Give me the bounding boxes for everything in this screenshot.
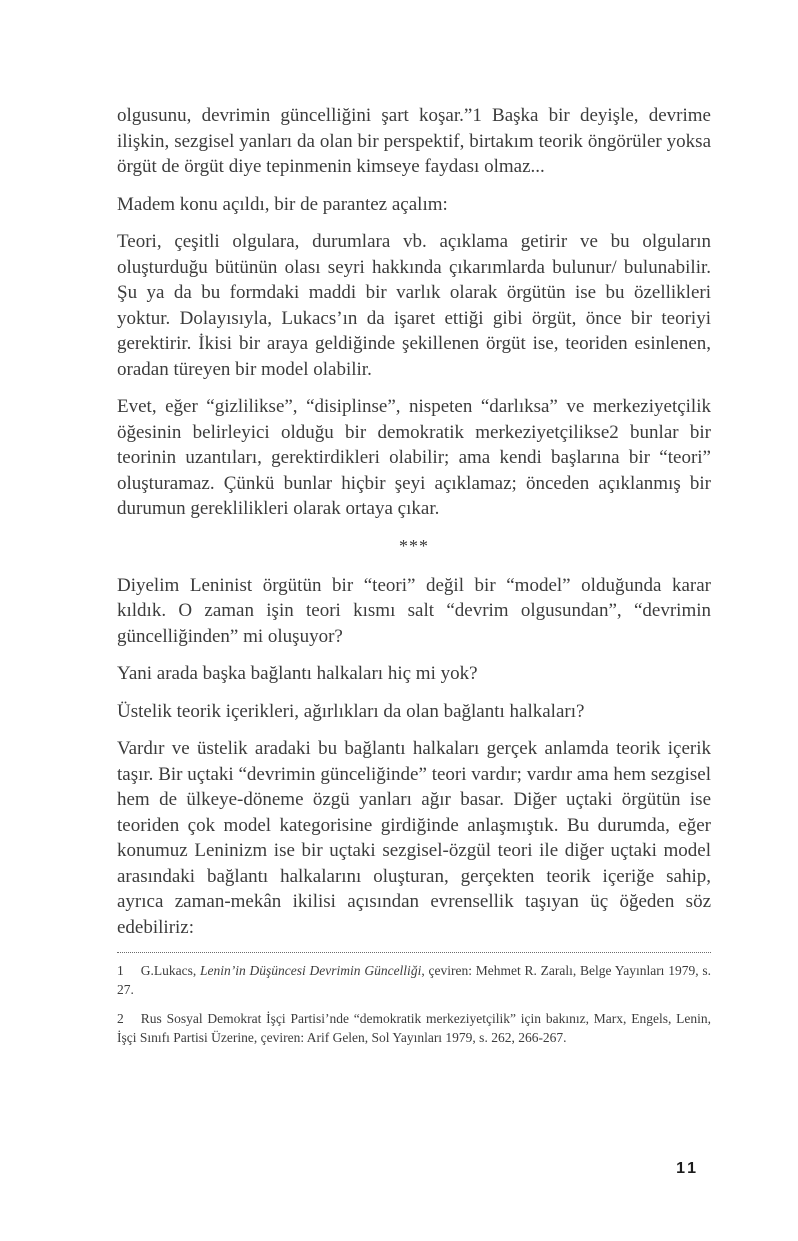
paragraph-8: Vardır ve üstelik aradaki bu bağlantı halkaları gerçek anlamda teorik içerik taşır. Bir uçtaki “devrimin günceliğinde” teori vardır; vardır ama hem sezgisel hem de ülkeye-döneme özgü yanları ağır basar. Diğer uçtaki örgütün ise teoriden çok model kategorisine girdiğinde anlaşmıştık. Bu durumda, eğer konumuz Leninizm ise bir uçtaki sezgisel-özgül teori ile diğer uçtaki model arasındaki bağlantı halkalarını oluşturan, gerçekten teorik içeriğe sahip, ayrıca zaman-mekân ikilisi açısından evrensellik taşıyan üç öğeden söz edebiliriz: bbox=[117, 738, 711, 938]
footnote-1 bbox=[117, 961, 711, 999]
text-block bbox=[117, 103, 711, 1057]
paragraph-4: Evet, eğer “gizlilikse”, “disiplinse”, nispeten “darlıksa” ve merkeziyetçilik öğesinin belirleyici olduğu bir demokratik merkeziyetçilikse2 bunlar bir teorinin uzantıları, gerektirdikleri olabilir; ama kendi başlarına bir “teori” oluşturamaz. Çünkü bunlar hiçbir şeyi açıklamaz; önceden açıklanmış bir durumun gereklilikleri olarak ortaya çıkar. bbox=[117, 396, 711, 519]
paragraph-2: Madem konu açıldı, bir de parantez açalım: bbox=[117, 193, 448, 215]
footnote-1-text-prefix: G.Lukacs, bbox=[140, 963, 201, 978]
paragraph-3: Teori, çeşitli olgulara, durumlara vb. açıklama getirir ve bu olguların oluşturduğu bütünün olası seyri hakkında çıkarımlarda bulunur/ bulunabilir. Şu ya da bu formdaki maddi bir varlık olarak örgütün ise bu özellikleri yoktur. Dolayısıyla, Lukacs’ın da işaret ettiği gibi örgüt, önce bir teoriyi gerektirir. İkisi bir araya geldiğinde şekillenen örgüt ise, teoriden esinlenen, oradan türeyen bir model olabilir. bbox=[117, 231, 711, 380]
footnote-1-number: 1 bbox=[117, 963, 124, 978]
paragraph-6: Yani arada başka bağlantı halkaları hiç mi yok? bbox=[117, 663, 478, 684]
footnote-2 bbox=[117, 1009, 711, 1047]
footnote-1-book-title: Lenin’in Düşüncesi Devrimin Güncelliği bbox=[200, 963, 422, 978]
footnote-2-text: Rus Sosyal Demokrat İşçi Partisi’nde “demokratik merkeziyetçilik” için bakınız, Marx, Engels, Lenin, İşçi Sınıfı Partisi Üzerine, çeviren: Arif Gelen, Sol Yayınları 1979, s. 262, 266-267. bbox=[117, 1011, 711, 1045]
paragraph-5: Diyelim Leninist örgütün bir “teori” değil bir “model” olduğunda karar kıldık. O zaman işin teori kısmı salt “devrim olgusundan”, “devrimin güncelliğinden” mi oluşuyor? bbox=[117, 574, 711, 647]
footnotes-section bbox=[117, 952, 711, 1047]
footnote-2-number: 2 bbox=[117, 1011, 124, 1026]
paragraph-7: Üstelik teorik içerikleri, ağırlıkları da olan bağlantı halkaları? bbox=[117, 700, 585, 722]
section-separator: *** bbox=[399, 535, 429, 556]
page-number: 11 bbox=[676, 1160, 699, 1177]
paragraph-1: olgusunu, devrimin güncelliğini şart koşar.”1 Başka bir deyişle, devrime ilişkin, sezgisel yanları da olan bir perspektif, birtakım teorik öngörüler yoksa örgüt de örgüt diye tepinmenin kimseye faydası olmaz... bbox=[117, 105, 711, 177]
footnote-1-text-suffix: , çeviren: Mehmet R. Zaralı, Belge Yayınları 1979, s. 27. bbox=[117, 963, 711, 997]
